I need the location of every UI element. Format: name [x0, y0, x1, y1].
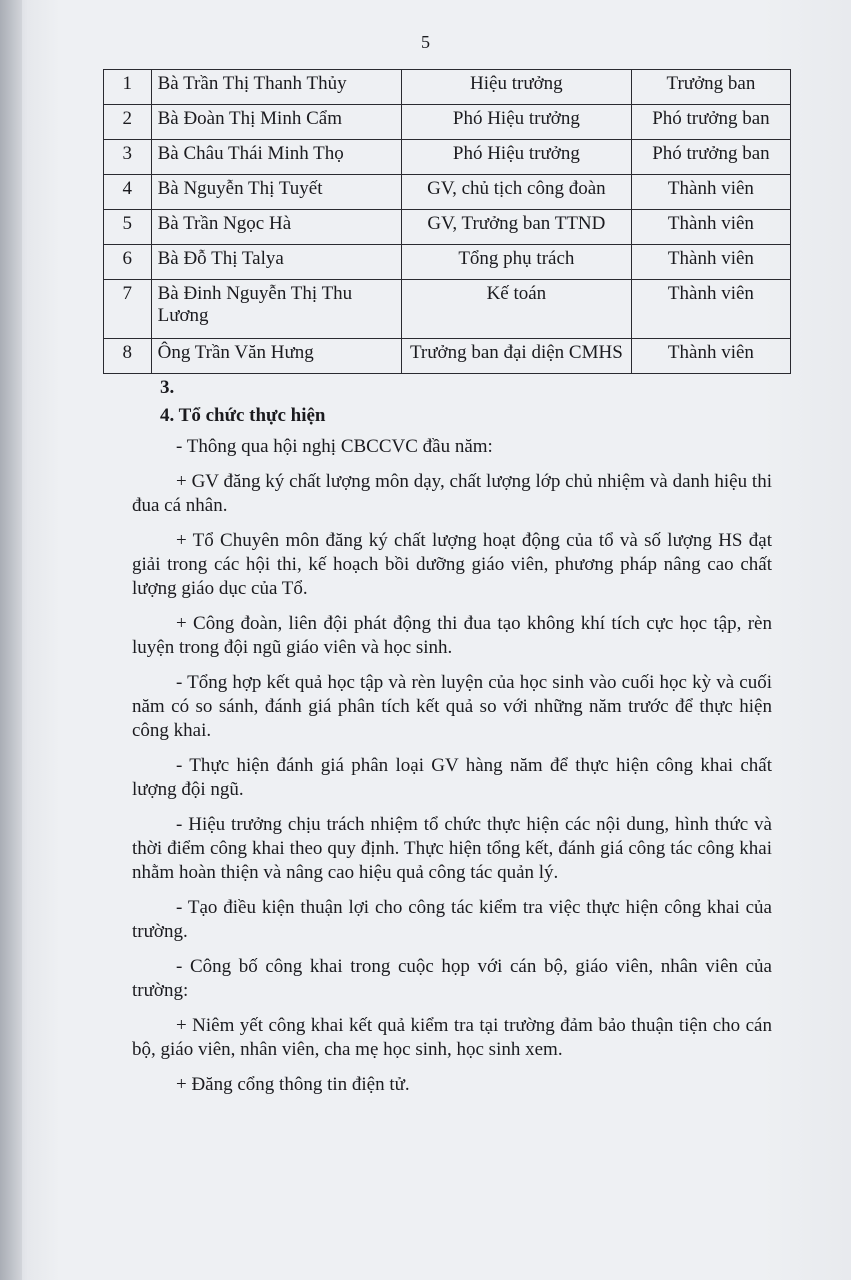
member-role: Thành viên [631, 339, 790, 374]
page-number: 5 [421, 32, 430, 52]
paragraph: + Đăng cổng thông tin điện tử. [176, 1074, 410, 1095]
table-row [104, 245, 791, 280]
row-number: 2 [104, 105, 152, 140]
member-name: Bà Đoàn Thị Minh Cẩm [151, 105, 401, 140]
paragraph: + Tổ Chuyên môn đăng ký chất lượng hoạt động của tổ và số lượng HS đạt giải trong các hội thi, kế hoạch bồi dưỡng giáo viên, phương pháp nâng cao chất lượng giáo dục của Tổ. [132, 530, 772, 599]
member-position: Phó Hiệu trưởng [401, 105, 631, 140]
committee-table [103, 69, 791, 374]
body-text [132, 376, 772, 1108]
member-position: GV, Trưởng ban TTND [401, 210, 631, 245]
member-position: GV, chủ tịch công đoàn [401, 175, 631, 210]
binding-shadow [0, 0, 22, 1280]
row-number: 3 [104, 140, 152, 175]
member-role: Thành viên [631, 280, 790, 339]
member-name: Bà Đinh Nguyễn Thị Thu Lương [151, 280, 401, 339]
row-number: 7 [104, 280, 152, 339]
section-4-heading: 4. Tổ chức thực hiện [160, 405, 326, 426]
member-role: Phó trưởng ban [631, 105, 790, 140]
member-role: Thành viên [631, 245, 790, 280]
member-position: Tổng phụ trách [401, 245, 631, 280]
member-role: Trưởng ban [631, 70, 790, 105]
section-3-number: 3. [160, 377, 175, 398]
member-position: Hiệu trưởng [401, 70, 631, 105]
table-row [104, 280, 791, 339]
paragraph: + Công đoàn, liên đội phát động thi đua tạo không khí tích cực học tập, rèn luyện trong đội ngũ giáo viên và học sinh. [132, 613, 772, 658]
member-position: Phó Hiệu trưởng [401, 140, 631, 175]
paragraph: - Thực hiện đánh giá phân loại GV hàng năm để thực hiện công khai chất lượng đội ngũ. [132, 755, 772, 800]
table-row [104, 339, 791, 374]
member-name: Bà Trần Thị Thanh Thủy [151, 70, 401, 105]
member-name: Bà Đỗ Thị Talya [151, 245, 401, 280]
member-name: Bà Trần Ngọc Hà [151, 210, 401, 245]
paragraph: - Tổng hợp kết quả học tập và rèn luyện của học sinh vào cuối học kỳ và cuối năm có so sánh, đánh giá phân tích kết quả so với những năm trước để thực hiện công khai. [132, 672, 772, 741]
member-position: Kế toán [401, 280, 631, 339]
member-name: Bà Nguyễn Thị Tuyết [151, 175, 401, 210]
member-position: Trưởng ban đại diện CMHS [401, 339, 631, 374]
table-row [104, 105, 791, 140]
row-number: 5 [104, 210, 152, 245]
table-row [104, 140, 791, 175]
paragraph: - Tạo điều kiện thuận lợi cho công tác kiểm tra việc thực hiện công khai của trường. [132, 897, 772, 942]
member-role: Thành viên [631, 210, 790, 245]
table-row [104, 210, 791, 245]
table-row [104, 70, 791, 105]
paragraph: + Niêm yết công khai kết quả kiểm tra tại trường đảm bảo thuận tiện cho cán bộ, giáo viên, nhân viên, cha mẹ học sinh, học sinh xem. [132, 1015, 772, 1060]
table-row [104, 175, 791, 210]
paragraph: + GV đăng ký chất lượng môn dạy, chất lượng lớp chủ nhiệm và danh hiệu thi đua cá nhân. [132, 471, 772, 516]
row-number: 8 [104, 339, 152, 374]
member-name: Bà Châu Thái Minh Thọ [151, 140, 401, 175]
paragraph: - Hiệu trưởng chịu trách nhiệm tổ chức thực hiện các nội dung, hình thức và thời điểm công khai theo quy định. Thực hiện tổng kết, đánh giá công tác công khai nhằm hoàn thiện và nâng cao hiệu quả công tác quản lý. [132, 814, 772, 883]
member-name: Ông Trần Văn Hưng [151, 339, 401, 374]
member-role: Phó trưởng ban [631, 140, 790, 175]
paragraph: - Thông qua hội nghị CBCCVC đầu năm: [176, 436, 493, 457]
member-role: Thành viên [631, 175, 790, 210]
row-number: 4 [104, 175, 152, 210]
paragraph: - Công bố công khai trong cuộc họp với cán bộ, giáo viên, nhân viên của trường: [132, 956, 772, 1001]
row-number: 1 [104, 70, 152, 105]
row-number: 6 [104, 245, 152, 280]
